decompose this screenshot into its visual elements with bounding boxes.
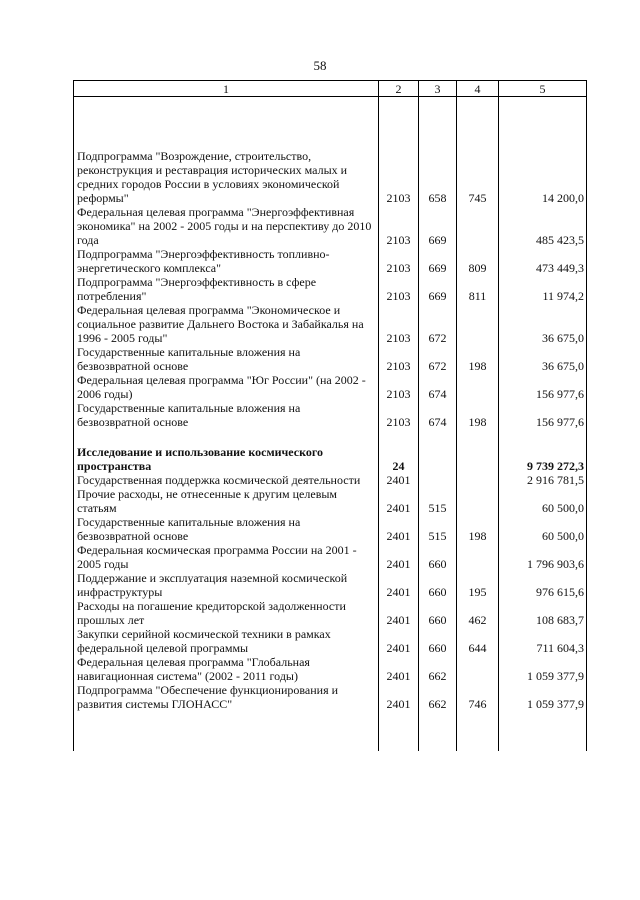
row-name: Федеральная целевая программа "Глобальная навигационная система" (2002 - 2011 годы) (74, 655, 379, 683)
row-code-section: 2401 (379, 655, 419, 683)
row-name: Расходы на погашение кредиторской задолженности прошлых лет (74, 599, 379, 627)
row-code-section: 2103 (379, 247, 419, 275)
row-code-target (419, 473, 457, 487)
spacer-row (74, 97, 587, 150)
row-name: Федеральная космическая программа России на 2001 - 2005 годы (74, 543, 379, 571)
row-amount: 60 500,0 (499, 515, 587, 543)
row-name: Государственная поддержка космической деятельности (74, 473, 379, 487)
row-amount: 156 977,6 (499, 373, 587, 401)
row-name: Прочие расходы, не отнесенные к другим целевым статьям (74, 487, 379, 515)
table-row (74, 303, 587, 345)
row-code-type (457, 487, 499, 515)
row-code-type: 198 (457, 515, 499, 543)
row-amount: 36 675,0 (499, 303, 587, 345)
row-amount: 60 500,0 (499, 487, 587, 515)
row-code-target: 662 (419, 655, 457, 683)
row-code-target: 515 (419, 487, 457, 515)
table-body (74, 97, 587, 752)
row-code-type: 195 (457, 571, 499, 599)
row-code-section: 2103 (379, 149, 419, 205)
row-amount: 1 059 377,9 (499, 683, 587, 711)
row-code-type (457, 473, 499, 487)
column-header-4: 4 (457, 81, 499, 97)
row-amount: 711 604,3 (499, 627, 587, 655)
table-row (74, 571, 587, 599)
row-amount: 473 449,3 (499, 247, 587, 275)
row-code-type: 198 (457, 345, 499, 373)
row-name: Поддержание и эксплуатация наземной космической инфраструктуры (74, 571, 379, 599)
row-code-type: 644 (457, 627, 499, 655)
row-code-target: 669 (419, 275, 457, 303)
row-code-section: 2103 (379, 205, 419, 247)
row-code-section: 2103 (379, 373, 419, 401)
row-code-section: 2401 (379, 571, 419, 599)
row-code-section: 2103 (379, 345, 419, 373)
row-code-target: 515 (419, 515, 457, 543)
row-code-section: 2401 (379, 627, 419, 655)
row-code-target: 660 (419, 599, 457, 627)
row-name: Закупки серийной космической техники в рамках федеральной целевой программы (74, 627, 379, 655)
row-code-type: 809 (457, 247, 499, 275)
row-amount: 14 200,0 (499, 149, 587, 205)
row-code-section: 2401 (379, 599, 419, 627)
table-row (74, 627, 587, 655)
row-code-type (457, 655, 499, 683)
row-amount: 2 916 781,5 (499, 473, 587, 487)
table-row (74, 373, 587, 401)
row-code-section: 2103 (379, 275, 419, 303)
row-amount: 36 675,0 (499, 345, 587, 373)
row-code-target: 672 (419, 345, 457, 373)
column-header-5: 5 (499, 81, 587, 97)
row-name: Подпрограмма "Энергоэффективность топливно-энергетического комплекса" (74, 247, 379, 275)
page-number: 58 (313, 58, 327, 73)
row-name: Подпрограмма "Обеспечение функционирования и развития системы ГЛОНАСС" (74, 683, 379, 711)
row-name: Государственные капитальные вложения на безвозвратной основе (74, 345, 379, 373)
row-code-target: 674 (419, 373, 457, 401)
row-name: Федеральная целевая программа "Энергоэффективная экономика" на 2002 - 2005 годы и на перспективу до 2010 года (74, 205, 379, 247)
row-code-target (419, 445, 457, 473)
row-code-target: 662 (419, 683, 457, 711)
row-code-section: 2401 (379, 473, 419, 487)
row-code-section: 2401 (379, 487, 419, 515)
table-row (74, 599, 587, 627)
row-code-target: 658 (419, 149, 457, 205)
row-code-type (457, 205, 499, 247)
table-row (74, 543, 587, 571)
row-code-section: 2401 (379, 543, 419, 571)
table-row (74, 345, 587, 373)
row-name: Подпрограмма "Энергоэффективность в сфере потребления" (74, 275, 379, 303)
table-row (74, 655, 587, 683)
row-code-section: 2401 (379, 683, 419, 711)
column-header-3: 3 (419, 81, 457, 97)
table-row (74, 247, 587, 275)
table-row (74, 473, 587, 487)
table-row (74, 515, 587, 543)
section-name: Исследование и использование космического пространства (74, 445, 379, 473)
row-code-type: 198 (457, 401, 499, 429)
row-code-target: 660 (419, 543, 457, 571)
row-amount: 485 423,5 (499, 205, 587, 247)
table-row (74, 683, 587, 711)
row-name: Федеральная целевая программа "Юг России" (на 2002 - 2006 годы) (74, 373, 379, 401)
row-code-section: 2401 (379, 515, 419, 543)
table-row (74, 275, 587, 303)
row-code-target: 669 (419, 247, 457, 275)
section-amount: 9 739 272,3 (499, 445, 587, 473)
spacer-row (74, 711, 587, 751)
row-amount: 1 796 903,6 (499, 543, 587, 571)
row-code-target: 672 (419, 303, 457, 345)
row-name: Государственные капитальные вложения на безвозвратной основе (74, 401, 379, 429)
row-code-type (457, 303, 499, 345)
row-code-type: 745 (457, 149, 499, 205)
row-code-type: 811 (457, 275, 499, 303)
row-code-type: 746 (457, 683, 499, 711)
row-code-target: 660 (419, 627, 457, 655)
row-code-type (457, 543, 499, 571)
row-name: Федеральная целевая программа "Экономическое и социальное развитие Дальнего Востока и Забайкалья на 1996 - 2005 годы" (74, 303, 379, 345)
table-row (74, 401, 587, 429)
row-code-type (457, 445, 499, 473)
row-code-target: 669 (419, 205, 457, 247)
row-code-type (457, 373, 499, 401)
row-name: Государственные капитальные вложения на безвозвратной основе (74, 515, 379, 543)
row-code-section: 2103 (379, 303, 419, 345)
section-code: 24 (379, 445, 419, 473)
column-header-2: 2 (379, 81, 419, 97)
row-amount: 11 974,2 (499, 275, 587, 303)
table-row (74, 205, 587, 247)
section-row (74, 445, 587, 473)
table-row (74, 149, 587, 205)
column-header-1: 1 (74, 81, 379, 97)
row-code-section: 2103 (379, 401, 419, 429)
row-code-type: 462 (457, 599, 499, 627)
spacer-row (74, 429, 587, 445)
table-row (74, 487, 587, 515)
row-code-target: 660 (419, 571, 457, 599)
row-name: Подпрограмма "Возрождение, строительство, реконструкция и реставрация исторических малых и средних городов России в условиях экономической реформы" (74, 149, 379, 205)
row-amount: 108 683,7 (499, 599, 587, 627)
table-header-row (74, 81, 587, 97)
row-amount: 976 615,6 (499, 571, 587, 599)
row-code-target: 674 (419, 401, 457, 429)
row-amount: 1 059 377,9 (499, 655, 587, 683)
row-amount: 156 977,6 (499, 401, 587, 429)
budget-table (73, 80, 587, 751)
